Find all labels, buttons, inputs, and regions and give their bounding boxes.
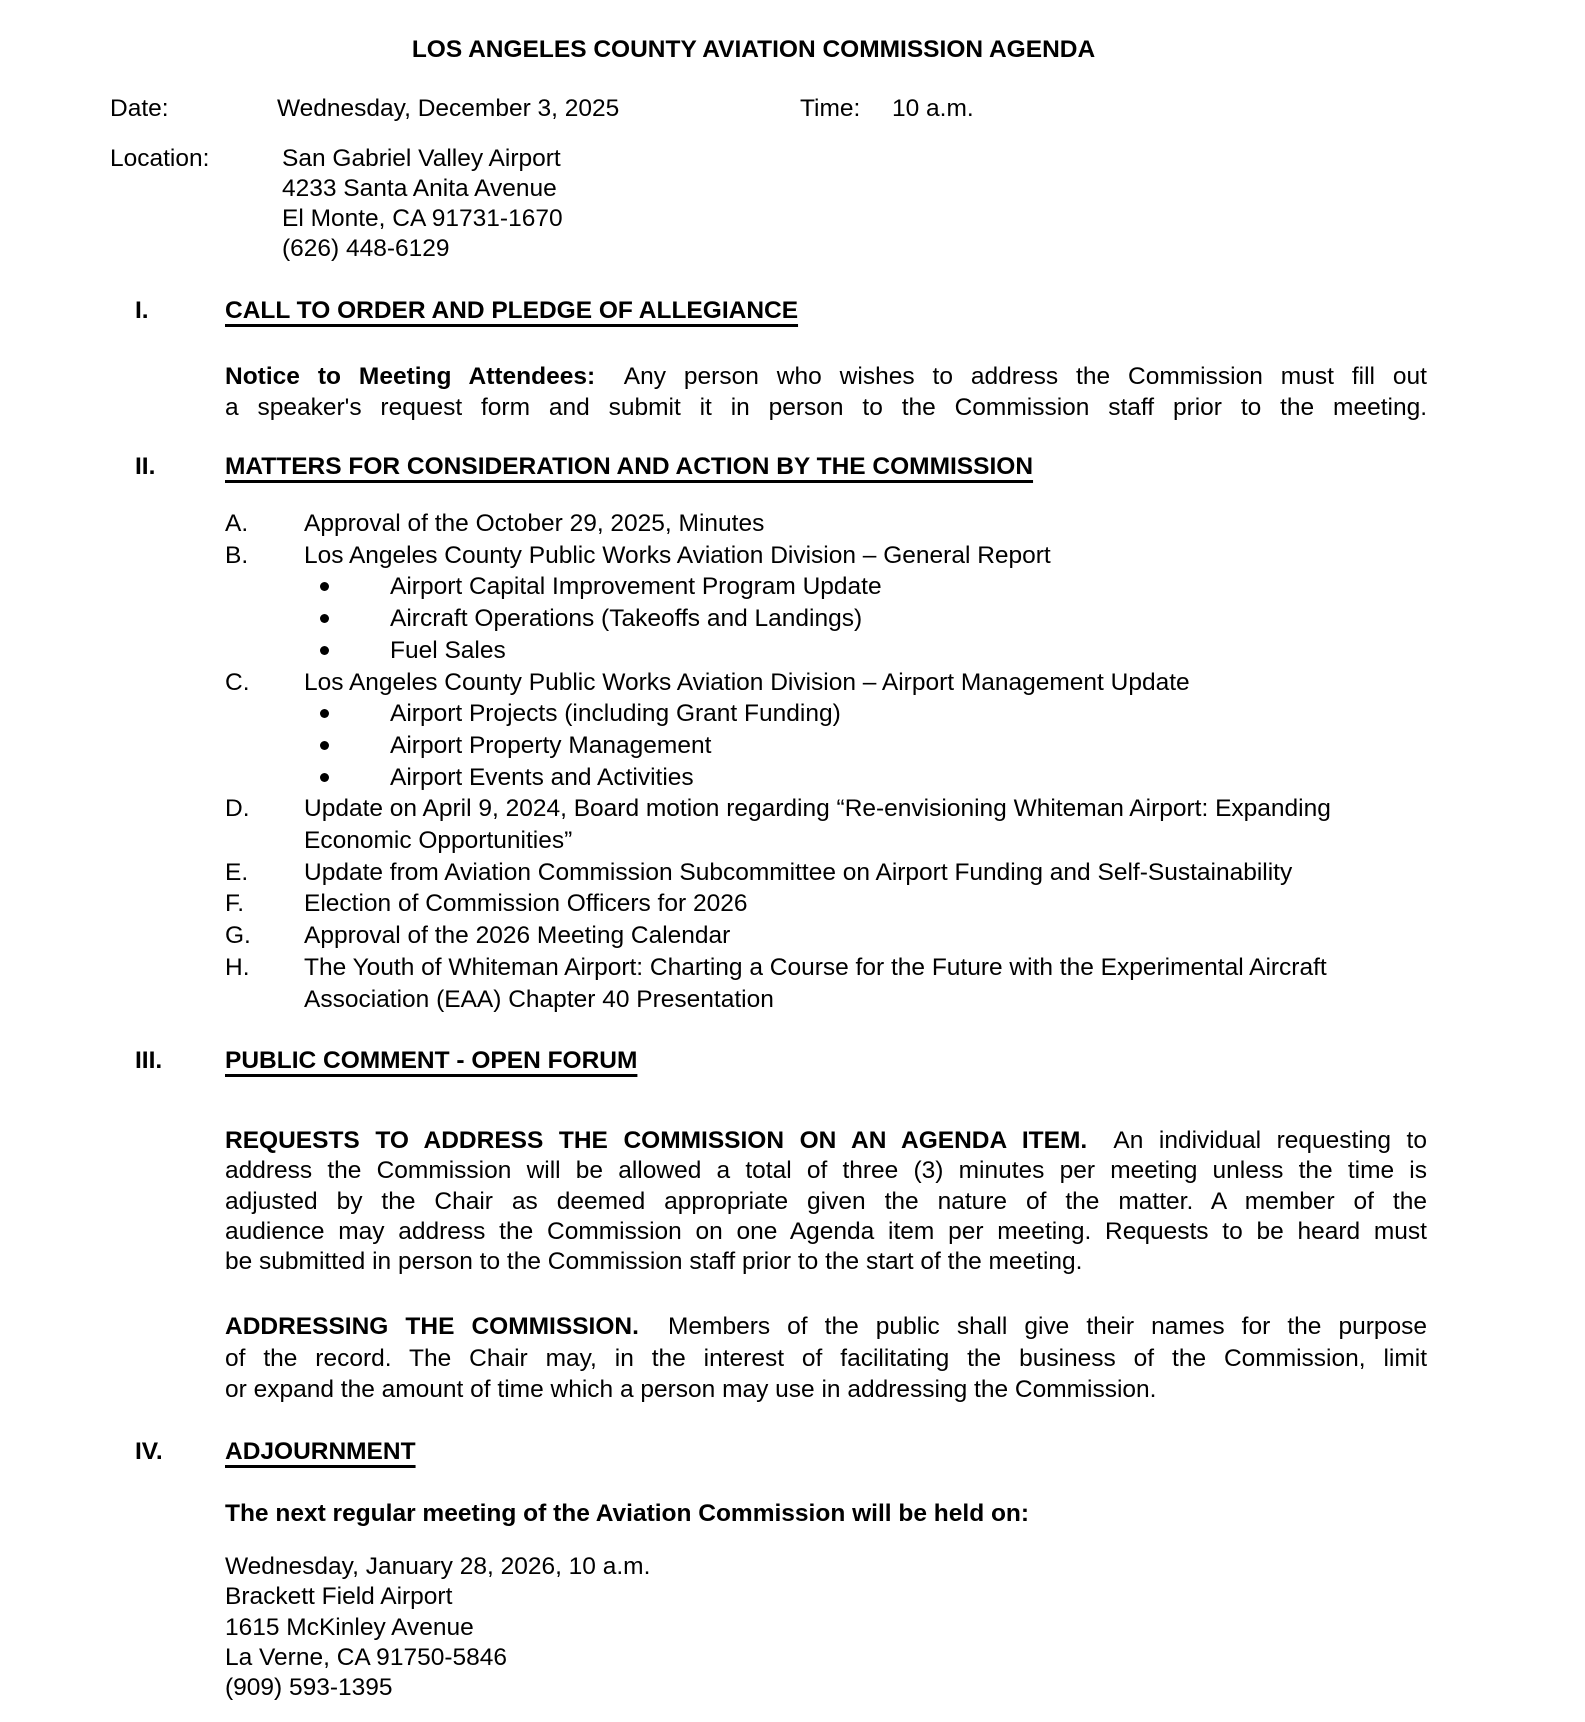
section-i-heading-row bbox=[135, 296, 798, 326]
paragraph-line bbox=[225, 1126, 1427, 1156]
paragraph-line: be submitted in person to the Commission staff prior to the start of the meeting. bbox=[225, 1248, 1083, 1276]
section-iv-heading-row bbox=[135, 1437, 416, 1467]
agenda-item bbox=[225, 888, 1460, 920]
bullet-text: Fuel Sales bbox=[390, 636, 506, 664]
bullet-icon bbox=[320, 614, 329, 623]
bullet-text: Airport Projects (including Grant Funding) bbox=[390, 700, 841, 728]
date-label: Date: bbox=[110, 95, 169, 122]
time-value: 10 a.m. bbox=[892, 95, 974, 122]
section-numeral: III. bbox=[135, 1047, 163, 1074]
next-meeting-block bbox=[225, 1552, 650, 1703]
bullet-icon bbox=[320, 646, 329, 655]
agenda-item-text: Approval of the October 29, 2025, Minutes bbox=[304, 510, 765, 537]
agenda-item-text: Update from Aviation Commission Subcommittee on Airport Funding and Self-Sustainability bbox=[304, 858, 1293, 886]
next-meeting-line: (909) 593-1395 bbox=[225, 1674, 393, 1702]
agenda-item-text: Approval of the 2026 Meeting Calendar bbox=[304, 922, 731, 950]
section-heading: ADJOURNMENT bbox=[225, 1438, 416, 1465]
location-line: 4233 Santa Anita Avenue bbox=[282, 175, 557, 202]
paragraph-line: adjusted by the Chair as deemed appropriate given the nature of the matter. A member of the bbox=[225, 1187, 1427, 1215]
agenda-item-letter: A. bbox=[225, 510, 249, 537]
agenda-item-letter: F. bbox=[225, 890, 245, 918]
bullet-text: Airport Capital Improvement Program Update bbox=[390, 573, 882, 601]
location-line: San Gabriel Valley Airport bbox=[282, 145, 561, 172]
addressing-text: Members of the public shall give their names for the purpose bbox=[668, 1313, 1428, 1340]
bullet-icon bbox=[320, 773, 329, 782]
next-meeting-line: Brackett Field Airport bbox=[225, 1583, 453, 1611]
agenda-item-continuation: Association (EAA) Chapter 40 Presentation bbox=[304, 985, 774, 1013]
bullet-icon bbox=[320, 709, 329, 718]
agenda-sub-item bbox=[225, 730, 1460, 762]
paragraph-line: or expand the amount of time which a person may use in addressing the Commission. bbox=[225, 1376, 1157, 1403]
agenda-item-letter: E. bbox=[225, 858, 249, 886]
agenda-item-text: Los Angeles County Public Works Aviation Division – General Report bbox=[304, 541, 1051, 569]
bullet-icon bbox=[320, 582, 329, 591]
agenda-item-continuation: Economic Opportunities” bbox=[304, 827, 573, 855]
agenda-sub-item bbox=[225, 762, 1460, 794]
section-numeral: I. bbox=[135, 297, 149, 324]
paragraph-line bbox=[225, 1311, 1427, 1343]
next-meeting-line: Wednesday, January 28, 2026, 10 a.m. bbox=[225, 1553, 651, 1580]
agenda-item-letter: C. bbox=[225, 668, 250, 696]
paragraph-line: of the record. The Chair may, in the interest of facilitating the business of the Commission, limit bbox=[225, 1344, 1427, 1372]
notice-lead: Notice to Meeting Attendees: bbox=[225, 363, 596, 390]
section-ii-heading-row bbox=[135, 452, 1033, 482]
agenda-item bbox=[225, 667, 1460, 699]
agenda-sub-item bbox=[225, 571, 1460, 603]
agenda-item-text: The Youth of Whiteman Airport: Charting a Course for the Future with the Experimental Aircraft bbox=[304, 953, 1327, 981]
paragraph-line: address the Commission will be allowed a total of three (3) minutes per meeting unless the time is bbox=[225, 1157, 1427, 1185]
section-heading: MATTERS FOR CONSIDERATION AND ACTION BY THE COMMISSION bbox=[225, 453, 1034, 480]
bullet-text: Airport Property Management bbox=[390, 731, 712, 759]
addressing-lead: ADDRESSING THE COMMISSION. bbox=[225, 1313, 639, 1340]
location-block bbox=[282, 144, 563, 264]
next-meeting-line: 1615 McKinley Avenue bbox=[225, 1613, 474, 1641]
agenda-item-letter: H. bbox=[225, 953, 250, 981]
agenda-item bbox=[225, 540, 1460, 572]
section-heading: CALL TO ORDER AND PLEDGE OF ALLEGIANCE bbox=[225, 297, 799, 324]
addressing-paragraph bbox=[225, 1311, 1427, 1406]
time-label: Time: bbox=[800, 95, 861, 122]
agenda-item bbox=[225, 857, 1460, 889]
paragraph-line: audience may address the Commission on one Agenda item per meeting. Requests to be heard must bbox=[225, 1217, 1427, 1245]
section-heading: PUBLIC COMMENT - OPEN FORUM bbox=[225, 1047, 638, 1074]
agenda-sub-item bbox=[225, 603, 1460, 635]
bullet-icon bbox=[320, 741, 329, 750]
section-numeral: IV. bbox=[135, 1438, 163, 1465]
next-meeting-intro: The next regular meeting of the Aviation Commission will be held on: bbox=[225, 1500, 1030, 1527]
agenda-sub-item bbox=[225, 635, 1460, 667]
agenda-item-letter: G. bbox=[225, 922, 251, 950]
bullet-text: Aircraft Operations (Takeoffs and Landings) bbox=[390, 605, 863, 633]
notice-paragraph bbox=[225, 361, 1427, 423]
paragraph-line bbox=[225, 361, 1427, 392]
agenda-item-text: Election of Commission Officers for 2026 bbox=[304, 890, 748, 918]
agenda-item-text: Los Angeles County Public Works Aviation Division – Airport Management Update bbox=[304, 668, 1190, 696]
document-title: LOS ANGELES COUNTY AVIATION COMMISSION AGENDA bbox=[411, 36, 1096, 63]
agenda-item bbox=[225, 508, 1460, 540]
section-numeral: II. bbox=[135, 453, 156, 480]
agenda-item-letter: B. bbox=[225, 541, 249, 569]
agenda-item bbox=[225, 920, 1460, 952]
paragraph-line: a speaker's request form and submit it in person to the Commission staff prior to the meeting. bbox=[225, 394, 1427, 421]
requests-text: An individual requesting to bbox=[1113, 1127, 1427, 1154]
requests-paragraph bbox=[225, 1126, 1427, 1277]
agenda-item-list bbox=[225, 508, 1460, 1015]
agenda-item-text: Update on April 9, 2024, Board motion regarding “Re-envisioning Whiteman Airport: Expanding bbox=[304, 795, 1331, 823]
notice-text: Any person who wishes to address the Commission must fill out bbox=[623, 363, 1427, 390]
location-line: (626) 448-6129 bbox=[282, 235, 450, 262]
agenda-sub-item bbox=[225, 698, 1460, 730]
location-line: El Monte, CA 91731-1670 bbox=[282, 205, 563, 232]
agenda-item bbox=[225, 952, 1460, 984]
requests-lead: REQUESTS TO ADDRESS THE COMMISSION ON AN AGENDA ITEM. bbox=[225, 1127, 1088, 1154]
section-iii-heading-row bbox=[135, 1046, 637, 1076]
date-time-row bbox=[110, 94, 1510, 124]
next-meeting-line: La Verne, CA 91750-5846 bbox=[225, 1643, 507, 1671]
bullet-text: Airport Events and Activities bbox=[390, 763, 694, 791]
location-label: Location: bbox=[110, 145, 210, 172]
agenda-item-letter: D. bbox=[225, 795, 250, 823]
agenda-item bbox=[225, 793, 1460, 825]
date-value: Wednesday, December 3, 2025 bbox=[277, 95, 620, 122]
